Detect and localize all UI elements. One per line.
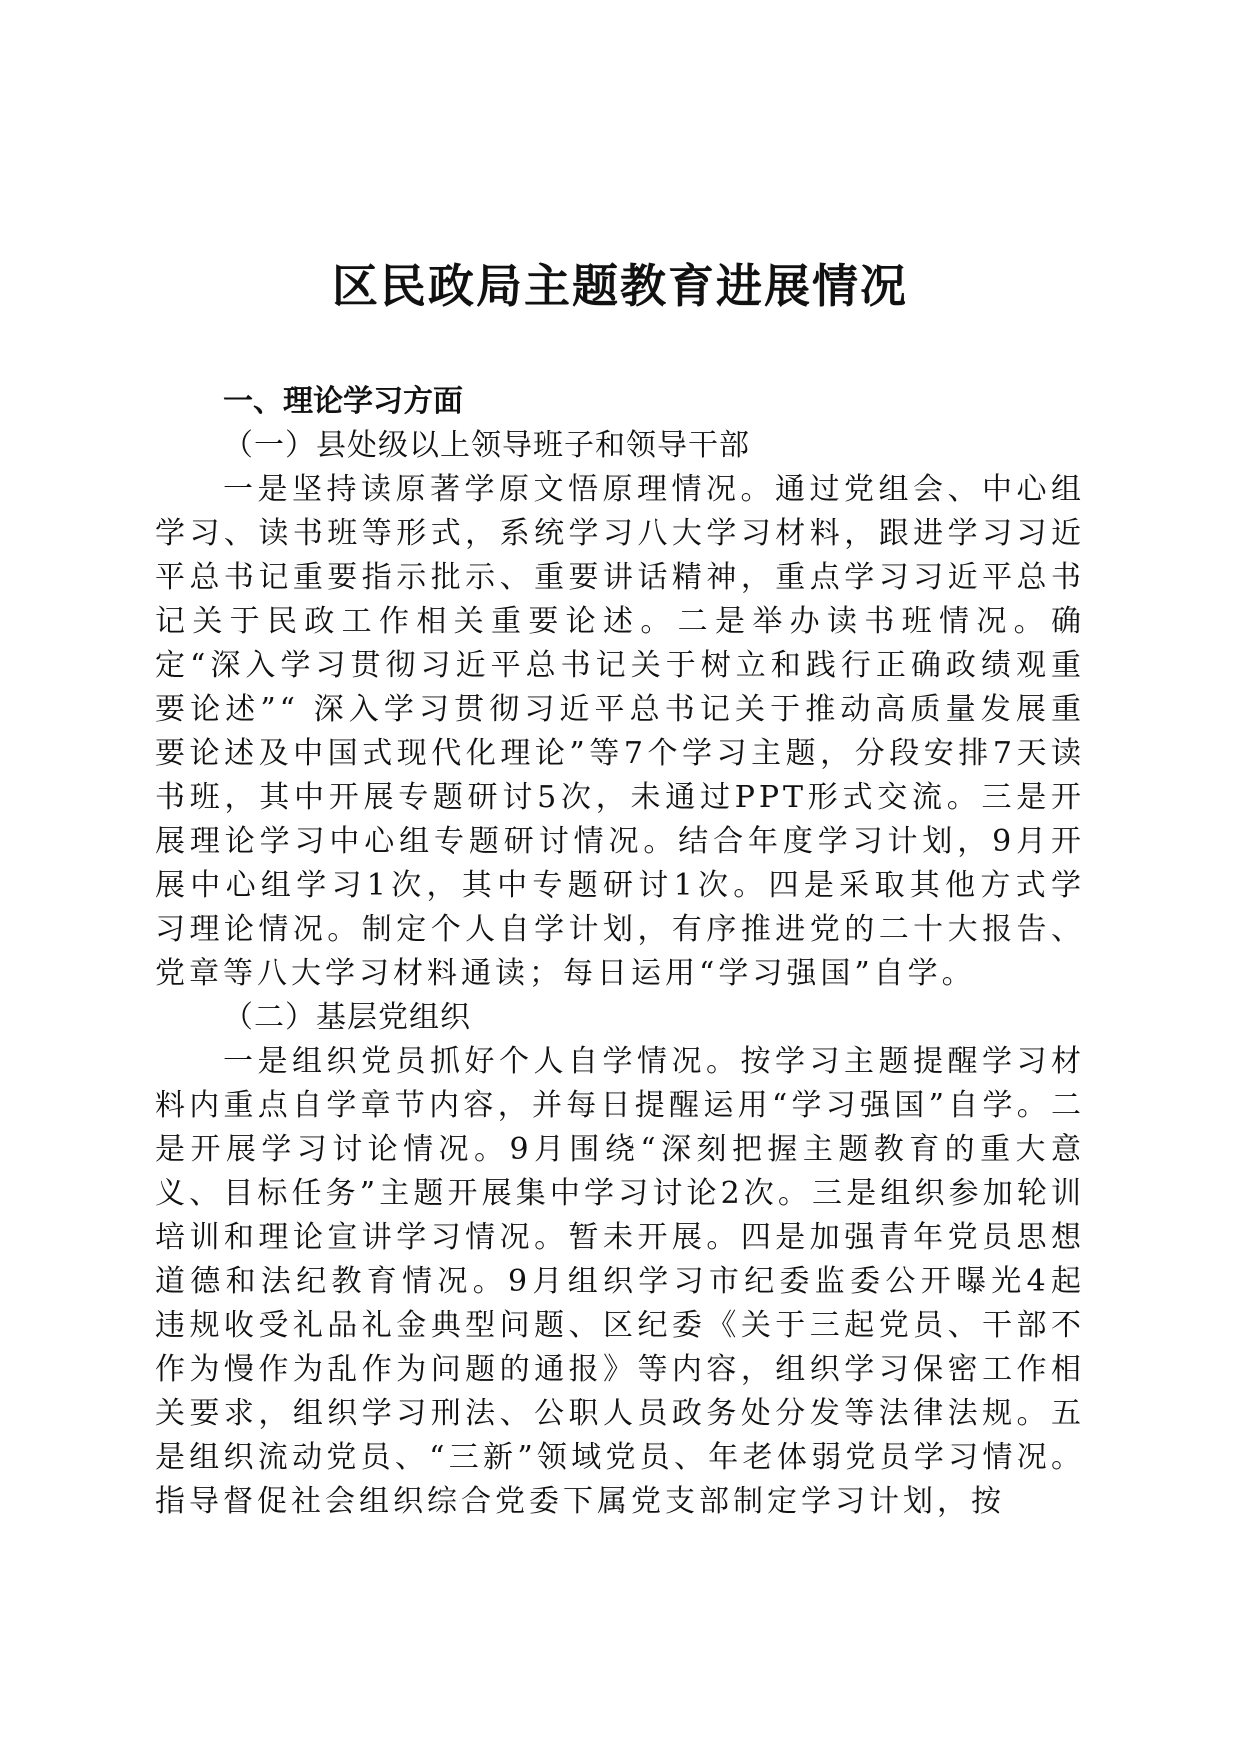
paragraph-leadership-study: 一是坚持读原著学原文悟原理情况。通过党组会、中心组学习、读书班等形式，系统学习八大学习材料，跟进学习习近平总书记重要指示批示、重要讲话精神，重点学习习近平总书记关于民政工作相关重要论述。二是举办读书班情况。确定“深入学习贯彻习近平总书记关于树立和践行正确政绩观重要论述”“ 深入学习贯彻习近平总书记关于推动高质量发展重要论述及中国式现代化理论”等7个学习主题，分段安排7天读书班，其中开展专题研讨5次，未通过PPT形式交流。三是开展理论学习中心组专题研讨情况。结合年度学习计划，9月开展中心组学习1次，其中专题研讨1次。四是采取其他方式学习理论情况。制定个人自学计划，有序推进党的二十大报告、党章等八大学习材料通读；每日运用“学习强国”自学。	[155, 472, 1085, 991]
paragraph-grassroots-study: 一是组织党员抓好个人自学情况。按学习主题提醒学习材料内重点自学章节内容，并每日提醒运用“学习强国”自学。二是开展学习讨论情况。9月围绕“深刻把握主题教育的重大意义、目标任务”主题开展集中学习讨论2次。三是组织参加轮训培训和理论宣讲学习情况。暂未开展。四是加强青年党员思想道德和法纪教育情况。9月组织学习市纪委监委公开曝光4起违规收受礼品礼金典型问题、区纪委《关于三起党员、干部不作为慢作为乱作为问题的通报》等内容，组织学习保密工作相关要求，组织学习刑法、公职人员政务处分发等法律法规。五是组织流动党员、“三新”领域党员、年老体弱党员学习情况。指导督促社会组织综合党委下属党支部制定学习计划，按	[155, 1044, 1085, 1519]
document-title: 区民政局主题教育进展情况	[332, 259, 908, 313]
subsection-heading-grassroots: （二）基层党组织	[223, 1000, 471, 1035]
section-heading-theory-study: 一、理论学习方面	[223, 384, 463, 419]
subsection-heading-leadership: （一）县处级以上领导班子和领导干部	[223, 428, 750, 463]
document-body	[155, 380, 1085, 1524]
